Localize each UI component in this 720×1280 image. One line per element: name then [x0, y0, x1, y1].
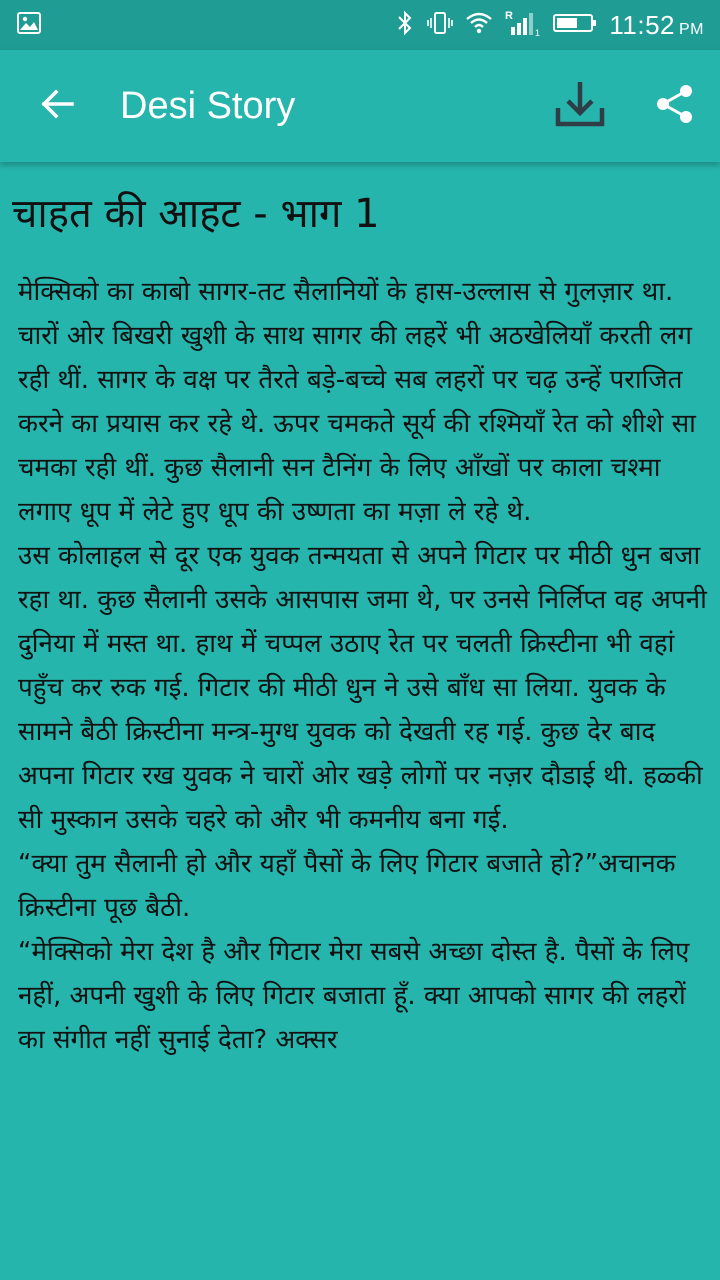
story-paragraph: उस कोलाहल से दूर एक युवक तन्मयता से अपने गिटार पर मीठी धुन बजा रहा था. कुछ सैलानी उसके आसपास जमा थे, पर उनसे निर्लिप्त वह अपनी दुनिया में मस्त था. हाथ में चप्पल उठाए रेत पर चलती क्रिस्टीना भी वहां पहुँच कर रुक गई. गिटार की मीठी धुन ने उसे बाँध सा लिया. युवक के सामने बैठी क्रिस्टीना मन्त्र-मुग्ध युवक को देखती रह गई. कुछ देर बाद अपना गिटार रख युवक ने चारों ओर खड़े लोगों पर नज़र दौडाई थी. हळ्की सी मुस्कान उसके चहरे को और भी कमनीय बना गई. — [18, 541, 707, 835]
clock-time: 11:52 — [609, 9, 675, 40]
svg-text:1: 1 — [535, 28, 541, 37]
status-bar — [0, 0, 720, 50]
battery-icon — [553, 12, 597, 38]
download-button[interactable] — [554, 78, 606, 134]
download-icon — [554, 78, 606, 134]
svg-text:R: R — [505, 10, 514, 22]
wifi-icon — [465, 11, 493, 39]
story-paragraph: मेक्सिको का काबो सागर-तट सैलानियों के हास-उल्लास से गुलज़ार था. चारों ओर बिखरी खुशी के साथ सागर की लहरें भी अठखेलियाँ करती लग रही थीं. सागर के वक्ष पर तैरते बड़े-बच्चे सब लहरों पर चढ़ उन्हें पराजित करने का प्रयास कर रहे थे. ऊपर चमकते सूर्य की रश्मियाँ रेत को शीशे सा चमका रही थीं. कुछ सैलानी सन टैनिंग के लिए आँखों पर काला चश्मा लगाए धूप में लेटे हुए धूप की उष्णता का मज़ा ले रहे थे. — [18, 277, 696, 527]
app-title: Desi Story — [120, 84, 296, 127]
story-title: चाहत की आहट - भाग 1 — [12, 191, 380, 237]
clock-ampm: PM — [679, 20, 704, 38]
status-clock — [609, 10, 704, 41]
story-body — [18, 270, 708, 1062]
share-button[interactable] — [654, 83, 696, 129]
vibrate-icon — [427, 10, 453, 40]
story-content[interactable] — [0, 162, 720, 1180]
story-paragraph: “क्या तुम सैलानी हो और यहाँ पैसों के लिए गिटार बजाते हो?”अचानक क्रिस्टीना पूछ बैठी. — [18, 849, 676, 923]
back-button[interactable] — [36, 84, 80, 128]
bluetooth-icon — [395, 10, 415, 40]
story-paragraph: “मेक्सिको मेरा देश है और गिटार मेरा सबसे अच्छा दोस्त है. पैसों के लिए नहीं, अपनी खुशी के लिए गिटार बजाता हूँ. क्या आपको सागर की लहरों का संगीत नहीं सुनाई देता? अक्सर — [18, 937, 690, 1055]
arrow-back-icon — [38, 84, 78, 128]
signal-icon — [505, 9, 541, 41]
share-icon — [654, 83, 696, 129]
gallery-icon — [16, 10, 42, 40]
app-bar — [0, 50, 720, 162]
